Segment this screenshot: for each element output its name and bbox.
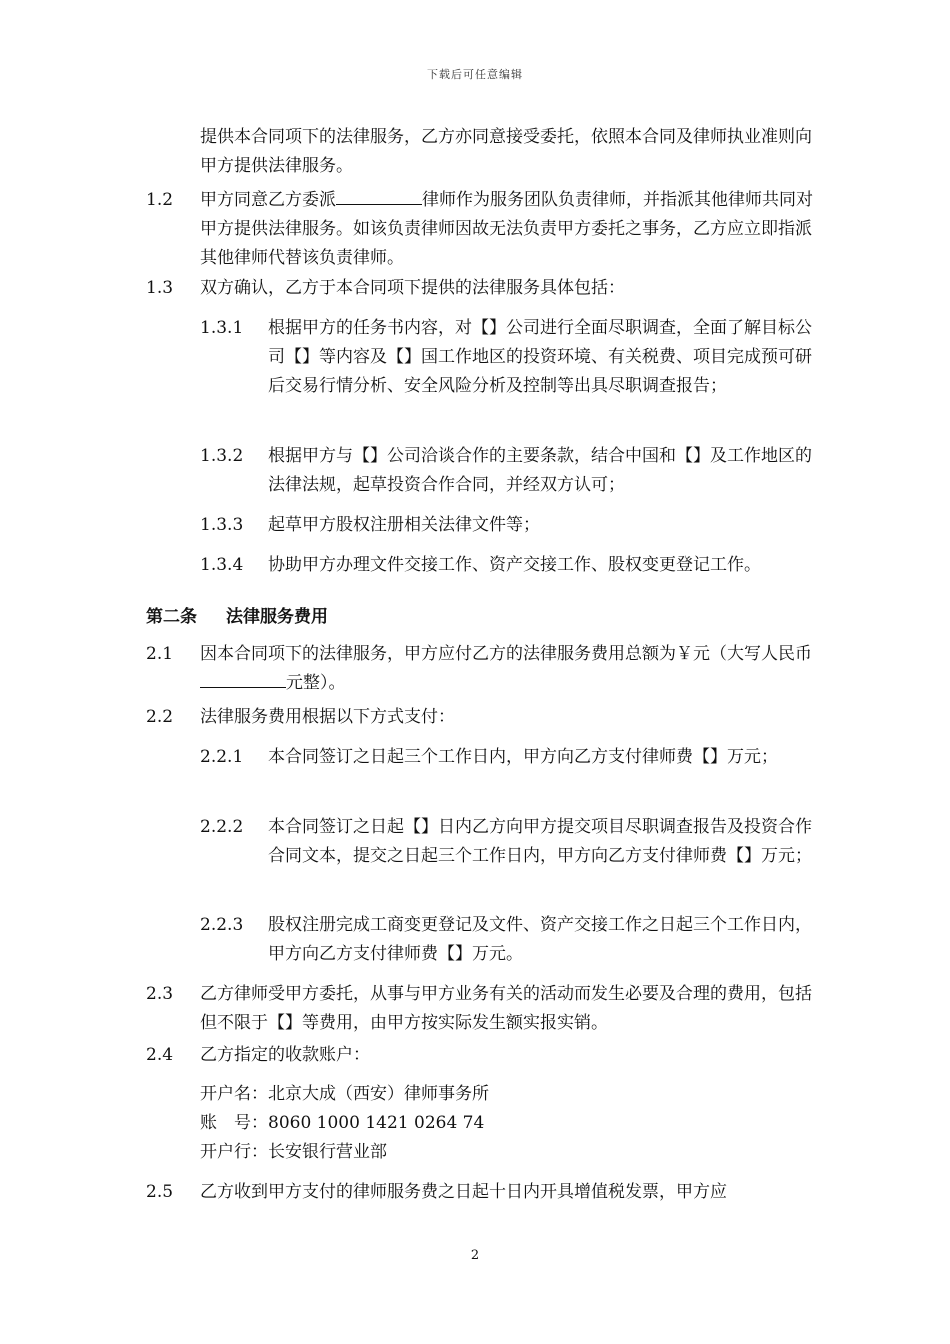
clause-number: 1.3.4 [200, 555, 244, 575]
clause-continuation [200, 123, 816, 181]
article-number: 第二条 [146, 607, 197, 627]
clause-1-3-2 [200, 442, 816, 500]
clause-number: 1.3.1 [200, 318, 244, 338]
clause-text-post: 律师作为服务团队负责律师，并指派其他律师共同对甲方提供法律服务。如该负责律师因故无法负责甲方委托之事务，乙方应立即指派其他律师代替该负责律师。 [200, 190, 813, 268]
article-heading [146, 603, 328, 632]
clause-text: 乙方指定的收款账户： [200, 1045, 370, 1065]
clause-text: 乙方收到甲方支付的律师服务费之日起十日内开具增值税发票，甲方应 [200, 1182, 727, 1202]
clause-text: 起草甲方股权注册相关法律文件等； [268, 515, 540, 535]
clause-number: 1.3.2 [200, 446, 244, 466]
blank-field [200, 669, 286, 688]
clause-number: 2.2.2 [200, 817, 244, 837]
clause-number: 2.2.3 [200, 915, 244, 935]
page-number: 2 [470, 1248, 480, 1263]
clause-number: 2.5 [146, 1182, 174, 1202]
clause-number: 2.4 [146, 1045, 174, 1065]
blank-field [336, 186, 422, 205]
clause-1-3-1 [200, 314, 816, 401]
clause-text: 根据甲方的任务书内容，对【】公司进行全面尽职调查，全面了解目标公司【】等内容及【】国工作地区的投资环境、有关税费、项目完成预可研后交易行情分析、安全风险分析及控制等出具尽职调查报告； [268, 318, 812, 396]
clause-number: 1.3.3 [200, 515, 244, 535]
clause-2-2-2 [200, 813, 816, 871]
clause-text: 提供本合同项下的法律服务，乙方亦同意接受委托，依照本合同及律师执业准则向甲方提供法律服务。 [200, 127, 812, 176]
clause-text: 本合同签订之日起【】日内乙方向甲方提交项目尽职调查报告及投资合作合同文本，提交之日起三个工作日内，甲方向乙方支付律师费【】万元； [268, 817, 812, 866]
article-title: 法律服务费用 [226, 607, 328, 627]
clause-text: 乙方律师受甲方委托，从事与甲方业务有关的活动而发生必要及合理的费用，包括但不限于【】等费用，由甲方按实际发生额实报实销。 [200, 984, 812, 1033]
clause-text-post: 元整）。 [286, 673, 346, 693]
clause-body [200, 640, 816, 698]
clause-text: 股权注册完成工商变更登记及文件、资产交接工作之日起三个工作日内，甲方向乙方支付律师费【】万元。 [268, 915, 812, 964]
clause-2-2-1 [200, 743, 816, 772]
clause-text: 双方确认，乙方于本合同项下提供的法律服务具体包括： [200, 278, 625, 298]
clause-text: 本合同签订之日起三个工作日内，甲方向乙方支付律师费【】万元； [268, 747, 778, 767]
clause-number: 2.2.1 [200, 747, 244, 767]
clause-number: 2.1 [146, 644, 174, 664]
account-name: 开户名：北京大成（西安）律师事务所 [200, 1084, 489, 1104]
clause-number: 1.3 [146, 278, 174, 298]
clause-1-3-4 [200, 551, 840, 580]
clause-text: 法律服务费用根据以下方式支付： [200, 707, 455, 727]
clause-text-pre: 甲方同意乙方委派 [200, 190, 336, 210]
clause-text: 协助甲方办理文件交接工作、资产交接工作、股权变更登记工作。 [268, 555, 761, 575]
account-number: 账 号：8060 1000 1421 0264 74 [200, 1113, 485, 1133]
clause-1-3 [146, 274, 816, 303]
clause-number: 2.3 [146, 984, 174, 1004]
clause-1-2 [146, 186, 816, 273]
clause-number: 2.2 [146, 707, 174, 727]
page-header: 下载后可任意编辑 [427, 68, 523, 81]
clause-2-5 [146, 1178, 816, 1207]
clause-2-1 [146, 640, 816, 698]
clause-2-4 [146, 1041, 816, 1070]
clause-body [200, 186, 816, 273]
account-bank: 开户行：长安银行营业部 [200, 1142, 387, 1162]
clause-text-pre: 因本合同项下的法律服务，甲方应付乙方的法律服务费用总额为￥元（大写人民币 [200, 644, 812, 664]
clause-2-2-3 [200, 911, 816, 969]
clause-2-2 [146, 703, 816, 732]
clause-text: 根据甲方与【】公司洽谈合作的主要条款，结合中国和【】及工作地区的法律法规，起草投资合作合同，并经双方认可； [268, 446, 812, 495]
clause-number: 1.2 [146, 190, 174, 210]
clause-2-3 [146, 980, 816, 1038]
clause-1-3-3 [200, 511, 816, 540]
